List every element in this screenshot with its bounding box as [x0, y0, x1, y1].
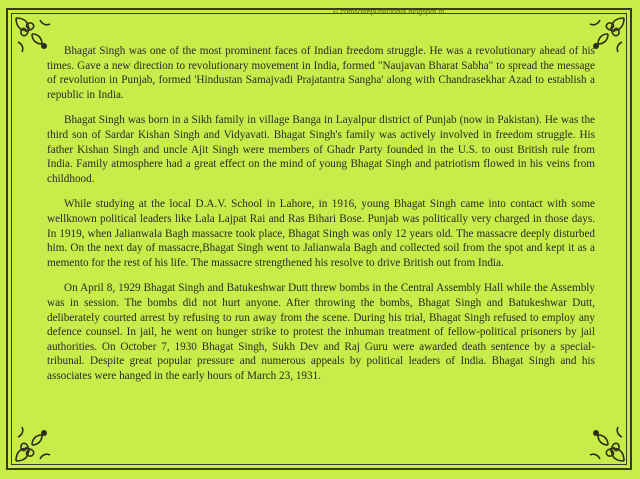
watermark-text: © comsofrepublicindia.blogspot.in	[333, 9, 445, 16]
corner-ornament-icon	[582, 419, 628, 465]
paragraph-birth: Bhagat Singh was born in a Sikh family in village Banga in Layalpur district of Punjab (now in Pakistan). He was the third son of Sardar Kishan Singh and Vidyavati. Bhagat Singh's family was actively involved in freedom struggle. His father Kishan Singh and uncle Ajit Singh were members of Ghadr Party founded in the U.S. to oust British rule from India. Family atmosphere had a great effect on the mind of young Bhagat Singh and patriotism flowed in his veins from childhood.	[47, 114, 595, 185]
paragraph-school: While studying at the local D.A.V. School in Lahore, in 1916, young Bhagat Singh came into contact with some wellknown political leaders like Lala Lajpat Rai and Ras Bihari Bose. Punjab was politically very charged in those days. In 1919, when Jalianwala Bagh massacre took place, Bhagat Singh was only 12 years old. The massacre deeply disturbed him. On the next day of massacre,Bhagat Singh went to Jalianwala Bagh and collected soil from the spot and kept it as a memento for the rest of his life. The massacre strengthened his resolve to drive British out from India.	[47, 198, 595, 269]
corner-ornament-icon	[12, 419, 58, 465]
body-text	[47, 44, 595, 394]
paragraph-intro: Bhagat Singh was one of the most prominent faces of Indian freedom struggle. He was a revolutionary ahead of his times. Gave a new direction to revolutionary movement in India, formed "Naujavan Bharat Sabha" to spread the message of revolution in Punjab, formed 'Hindustan Samajvadi Prajatantra Sangha' along with Chandrasekhar Azad to establish a republic in India.	[47, 45, 595, 101]
paragraph-assembly: On April 8, 1929 Bhagat Singh and Batukeshwar Dutt threw bombs in the Central Assembly Hall while the Assembly was in session. The bombs did not hurt anyone. After throwing the bombs, Bhagat Singh and Batukeshwar Dutt, deliberately courted arrest by refusing to run away from the scene. During his trial, Bhagat Singh refused to employ any defence counsel. In jail, he went on hunger strike to protest the inhuman treatment of fellow-political prisoners by jail authorities. On October 7, 1930 Bhagat Singh, Sukh Dev and Raj Guru were awarded death sentence by a special-tribunal. Despite great popular pressure and numerous appeals by political leaders of India. Bhagat Singh and his associates were hanged in the early hours of March 23, 1931.	[47, 282, 595, 382]
